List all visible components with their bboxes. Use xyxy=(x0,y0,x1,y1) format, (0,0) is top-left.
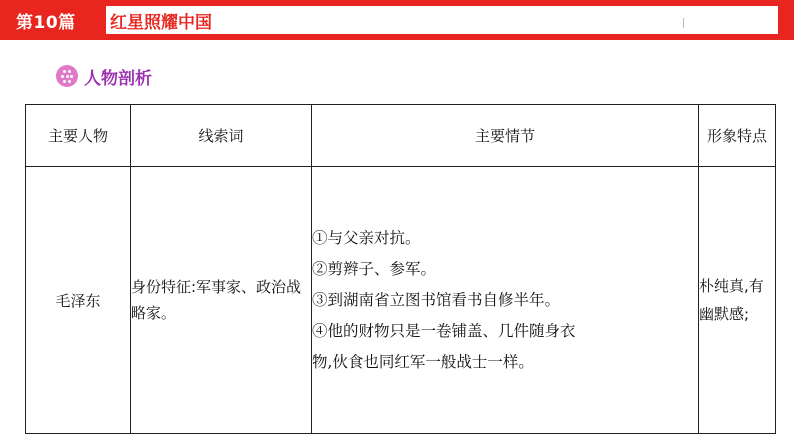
flower-dots-icon xyxy=(56,65,78,87)
table-row xyxy=(26,167,776,434)
plot-line: 物,伙食也同红军一般战士一样。 xyxy=(312,352,534,371)
plot-line: ①与父亲对抗。 xyxy=(312,228,421,247)
character-analysis-table xyxy=(25,104,776,434)
section-heading xyxy=(56,63,152,89)
header-bar xyxy=(0,0,794,46)
header-title: 红星照耀中国 xyxy=(110,13,212,33)
cell-character-name: 毛泽东 xyxy=(26,167,131,434)
plot-line: ②剪辫子、参军。 xyxy=(312,259,437,278)
cell-image-traits: 朴纯真,有幽默感; xyxy=(699,167,776,434)
header-image-traits: 形象特点 xyxy=(699,105,776,167)
table-header-row xyxy=(26,105,776,167)
chapter-badge-label: 第10篇 xyxy=(16,13,76,33)
plot-line: ④他的财物只是一卷铺盖、几件随身衣 xyxy=(312,321,576,340)
header-main-plot: 主要情节 xyxy=(312,105,699,167)
cell-main-plot xyxy=(312,167,699,434)
header-main-character: 主要人物 xyxy=(26,105,131,167)
section-title: 人物剖析 xyxy=(84,68,152,89)
plot-line: ③到湖南省立图书馆看书自修半年。 xyxy=(312,290,561,309)
cell-clue-words: 身份特征:军事家、政治战略家。 xyxy=(131,167,312,434)
header-clue-words: 线索词 xyxy=(131,105,312,167)
header-divider-tick xyxy=(683,18,684,28)
